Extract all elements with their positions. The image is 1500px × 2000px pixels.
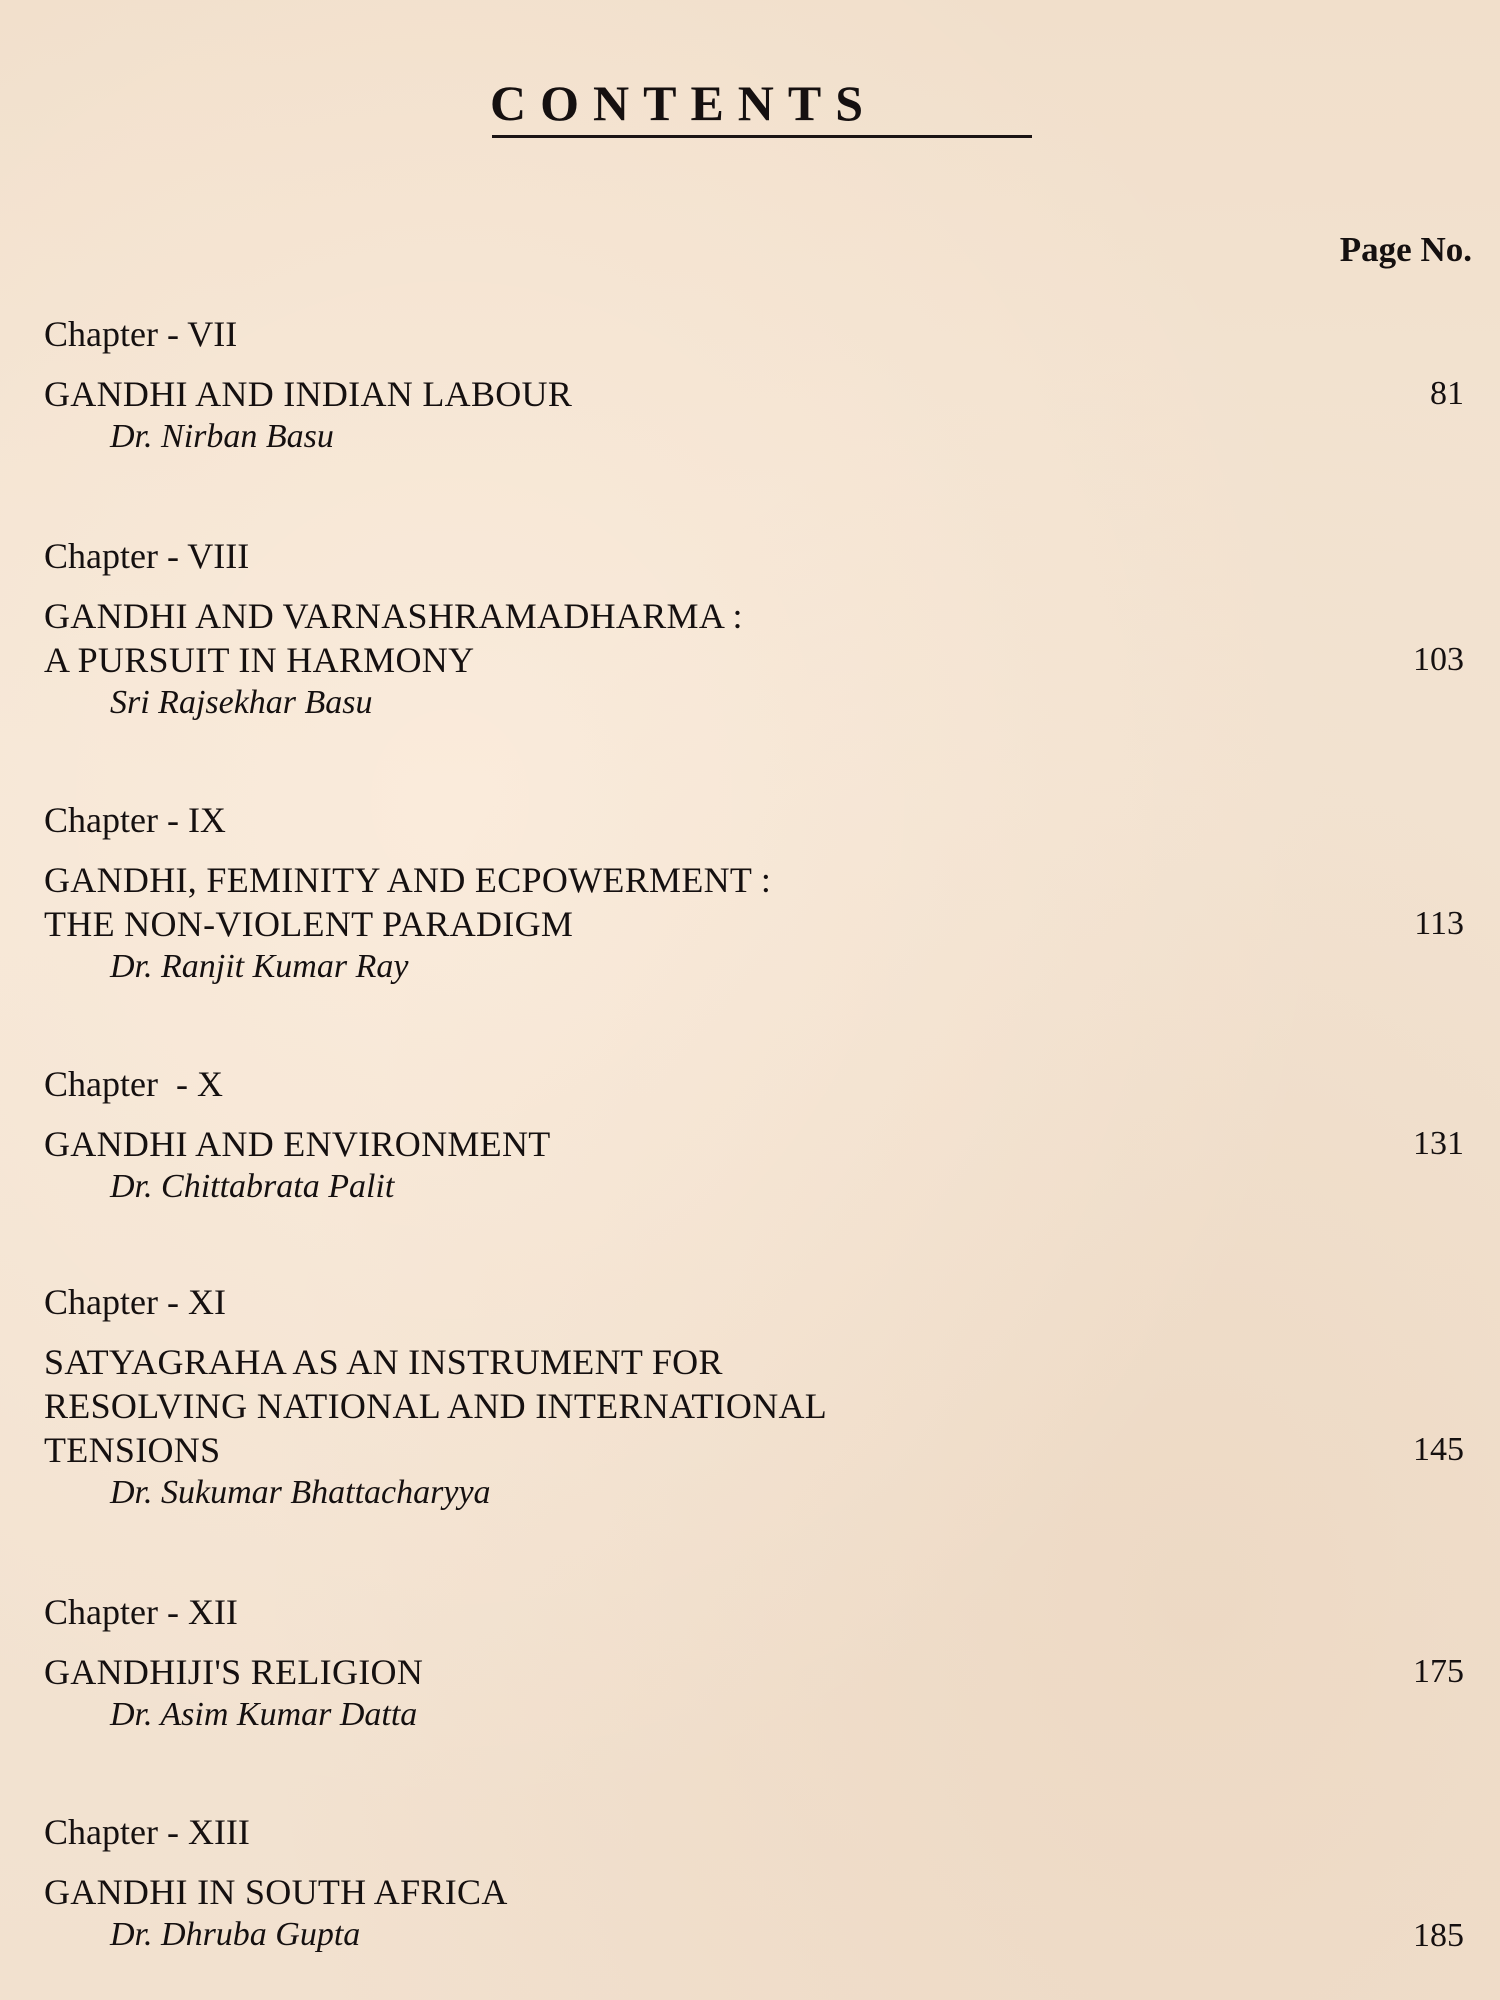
chapter-page-number: 145: [1413, 1431, 1464, 1468]
toc-entry: [44, 1062, 1464, 1208]
chapter-label: Chapter - VII: [44, 314, 238, 354]
toc-entry: [44, 1810, 1464, 1956]
chapter-label: Chapter - XI: [44, 1282, 226, 1322]
chapter-title: GANDHIJI'S RELIGION: [44, 1652, 424, 1692]
toc-entry: [44, 798, 1464, 988]
toc-entry: [44, 1590, 1464, 1736]
chapter-page-number: 185: [1413, 1917, 1464, 1954]
chapter-author: Dr. Sukumar Bhattacharyya: [110, 1474, 491, 1511]
chapter-label: Chapter - XIII: [44, 1812, 250, 1852]
chapter-title: GANDHI IN SOUTH AFRICA: [44, 1872, 508, 1912]
toc-entry: [44, 1280, 1464, 1514]
chapter-page-number: 81: [1430, 375, 1464, 412]
chapter-title: SATYAGRAHA AS AN INSTRUMENT FOR RESOLVING NATIONAL AND INTERNATIONAL TENSIONS: [44, 1342, 828, 1470]
chapter-author: Dr. Dhruba Gupta: [110, 1916, 361, 1953]
chapter-page-number: 103: [1413, 641, 1464, 678]
chapter-label: Chapter - XII: [44, 1592, 238, 1632]
chapter-page-number: 113: [1414, 905, 1464, 942]
page-title: CONTENTS: [490, 75, 878, 131]
chapter-label: Chapter - VIII: [44, 536, 250, 576]
chapter-author: Dr. Ranjit Kumar Ray: [110, 948, 409, 985]
chapter-label: Chapter - X: [44, 1064, 223, 1104]
title-underline: [492, 135, 1032, 138]
page-no-column-header: Page No.: [1339, 230, 1472, 269]
chapter-author: Sri Rajsekhar Basu: [110, 684, 373, 721]
chapter-page-number: 131: [1413, 1125, 1464, 1162]
chapter-author: Dr. Chittabrata Palit: [110, 1168, 395, 1205]
chapter-author: Dr. Nirban Basu: [110, 418, 334, 455]
chapter-title: GANDHI AND VARNASHRAMADHARMA : A PURSUIT IN HARMONY: [44, 596, 743, 680]
chapter-author: Dr. Asim Kumar Datta: [110, 1696, 418, 1733]
chapter-label: Chapter - IX: [44, 800, 226, 840]
chapter-title: GANDHI, FEMINITY AND ECPOWERMENT : THE NON-VIOLENT PARADIGM: [44, 860, 772, 944]
chapter-page-number: 175: [1413, 1653, 1464, 1690]
toc-entry: [44, 312, 1464, 458]
chapter-title: GANDHI AND INDIAN LABOUR: [44, 374, 573, 414]
toc-entry: [44, 534, 1464, 724]
chapter-title: GANDHI AND ENVIRONMENT: [44, 1124, 551, 1164]
